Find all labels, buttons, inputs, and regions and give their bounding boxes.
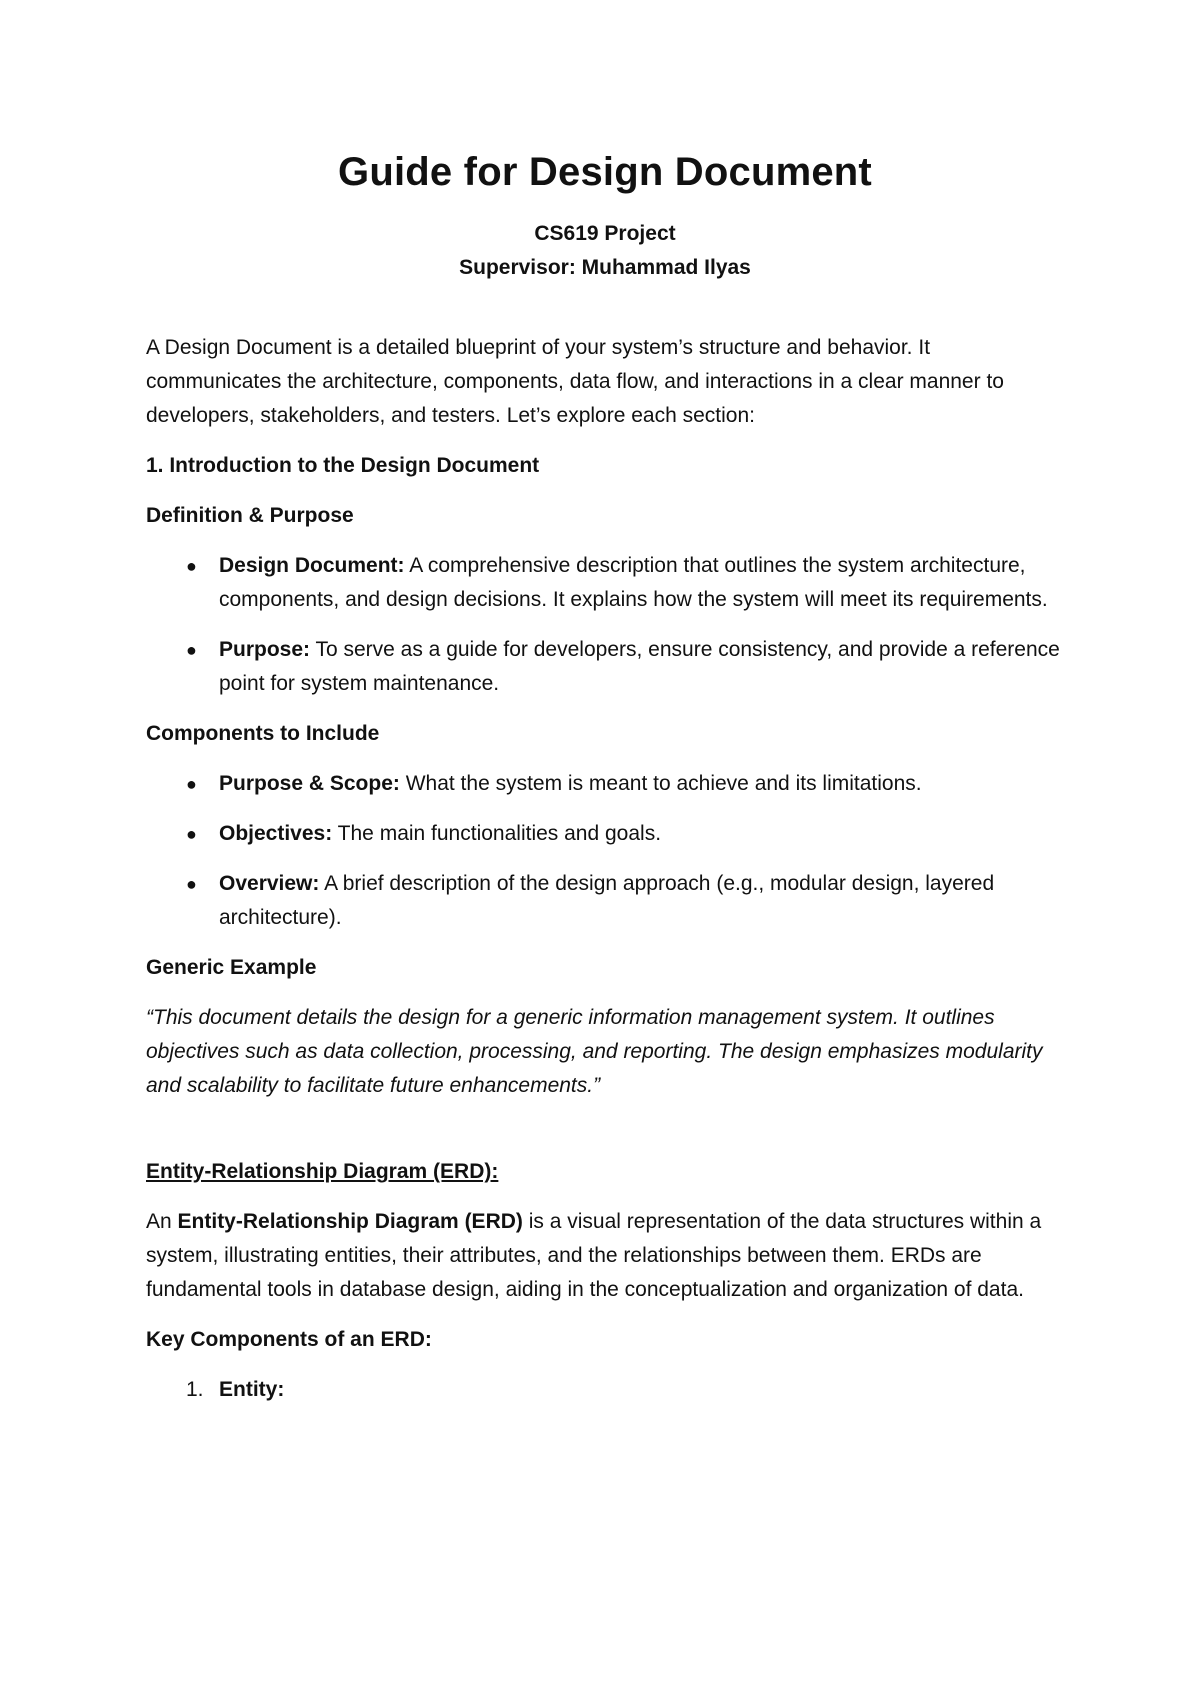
bullet-icon: ● — [186, 556, 197, 576]
list-item — [146, 549, 1064, 617]
erd-intro-prefix: An — [146, 1210, 178, 1233]
bullet-term: Overview: — [219, 872, 320, 895]
definition-purpose-heading: Definition & Purpose — [146, 504, 354, 527]
supervisor-subtitle: Supervisor: Muhammad Ilyas — [459, 256, 751, 279]
list-item — [146, 633, 1064, 701]
bullet-term: Purpose & Scope: — [219, 772, 400, 795]
intro-paragraph: A Design Document is a detailed blueprint of your system’s structure and behavior. It communicates the architecture, components, data flow, and interactions in a clear manner to developers, stakeholders, and testers. Let’s explore each section: — [146, 336, 1004, 427]
list-item — [146, 817, 1064, 851]
erd-intro-rest: is a visual representation of the data structures within a system, illustrating entities, their attributes, and the relationships between them. ERDs are fundamental tools in database design, aiding in the conceptualization and organization of data. — [146, 1210, 1042, 1301]
document-title: Guide for Design Document — [338, 150, 872, 194]
bullet-text: The main functionalities and goals. — [332, 822, 662, 845]
components-list — [146, 767, 1064, 935]
erd-components-list — [146, 1373, 1064, 1407]
project-subtitle: CS619 Project — [534, 222, 676, 245]
erd-intro-term: Entity-Relationship Diagram (ERD) — [177, 1210, 523, 1233]
bullet-text: What the system is meant to achieve and its limitations. — [399, 772, 922, 795]
list-label: Entity: — [219, 1378, 285, 1401]
bullet-icon: ● — [186, 874, 197, 894]
section-1-heading: 1. Introduction to the Design Document — [146, 454, 540, 477]
bullet-term: Objectives: — [219, 822, 333, 845]
components-heading: Components to Include — [146, 722, 380, 745]
bullet-term: Design Document: — [219, 554, 405, 577]
list-item — [146, 1373, 1064, 1407]
generic-example-quote: “This document details the design for a generic information management system. It outlines objectives such as data collection, processing, and reporting. The design emphasizes modularity and scalability to facilitate future enhancements.” — [146, 1006, 1043, 1097]
erd-section-title: Entity-Relationship Diagram (ERD): — [146, 1160, 499, 1183]
bullet-icon: ● — [186, 640, 197, 660]
erd-intro-paragraph — [146, 1205, 1064, 1307]
generic-example-heading: Generic Example — [146, 956, 317, 979]
bullet-icon: ● — [186, 824, 197, 844]
bullet-text: A comprehensive description that outlines the system architecture, components, and design decisions. It explains how the system will meet its requirements. — [219, 554, 1048, 611]
erd-components-heading: Key Components of an ERD: — [146, 1328, 432, 1351]
bullet-icon: ● — [186, 774, 197, 794]
bullet-text: To serve as a guide for developers, ensure consistency, and provide a reference point for system maintenance. — [219, 638, 1060, 695]
definition-list — [146, 549, 1064, 701]
list-item — [146, 867, 1064, 935]
bullet-term: Purpose: — [219, 638, 311, 661]
list-number: 1. — [186, 1378, 204, 1401]
bullet-text: A brief description of the design approach (e.g., modular design, layered architecture). — [219, 872, 995, 929]
list-item — [146, 767, 1064, 801]
